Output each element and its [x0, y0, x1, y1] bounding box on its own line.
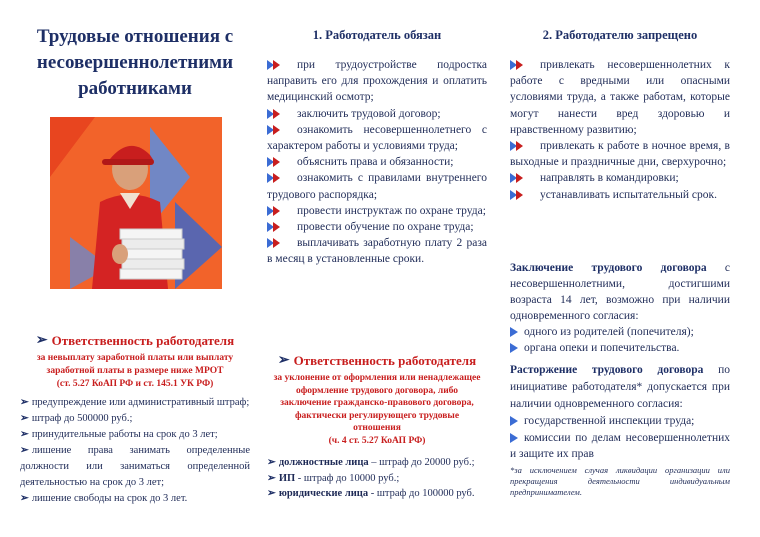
brochure-title — [20, 24, 250, 102]
chevron-right-icon: ➢ — [20, 429, 29, 440]
chevron-right-icon: ➢ — [20, 397, 29, 408]
responsibility-subtitle: за невыплату заработной платы или выплату заработной платы в размере ниже МРОТ (ст. 5.27 КоАП РФ и ст. 145.1 УК РФ) — [36, 353, 234, 389]
double-arrow-icon — [267, 59, 283, 69]
list-item: провести обучение по охране труда; — [267, 219, 487, 235]
double-arrow-icon — [267, 205, 283, 215]
list-item: одного из родителей (попечителя); — [510, 324, 730, 340]
list-item: привлекать несовершеннолетних к работе с вредными или опасными условиями труда, а также работам, которые могут нанести вред здоровью и нравственному развитию; — [510, 59, 730, 136]
list-item: органа опеки и попечительства. — [510, 340, 730, 356]
list-item: ➢ лишение свободы на срок до 3 лет. — [20, 493, 188, 504]
list-item: ознакомить с правилами внутреннего трудового распорядка; — [267, 172, 487, 201]
double-arrow-icon — [510, 59, 526, 69]
title-line: несовершеннолетними — [36, 52, 234, 73]
list-item: ➢ юридические лица - штраф до 100000 руб. — [267, 488, 475, 499]
fine-list — [267, 455, 487, 502]
list-item: заключить трудовой договор; — [267, 106, 487, 122]
check-arrow-icon: ➢ — [277, 353, 290, 368]
chevron-right-icon: ➢ — [267, 472, 276, 484]
list-item: устанавливать испытательный срок. — [510, 187, 730, 203]
employer-prohibitions-list — [510, 57, 730, 203]
double-arrow-icon — [267, 221, 283, 231]
double-arrow-icon — [510, 172, 526, 182]
list-item: ознакомить несовершеннолетнего с характером работы и условиями труда; — [267, 123, 487, 153]
triangle-bullet-icon — [510, 343, 518, 353]
list-item: ➢ принудительные работы на срок до 3 лет; — [20, 429, 218, 440]
chevron-right-icon: ➢ — [267, 488, 276, 499]
double-arrow-icon — [267, 237, 283, 247]
column-middle — [267, 0, 487, 537]
column-right — [510, 0, 730, 537]
list-item: выплачивать заработную плату 2 раза в месяц в установленные сроки. — [267, 237, 487, 266]
contract-responsibility-block — [267, 352, 487, 502]
consent-list — [510, 324, 730, 356]
column-left — [20, 0, 250, 537]
title-line: Трудовые отношения с — [36, 26, 234, 47]
double-arrow-icon — [267, 108, 283, 118]
termination-consent-list — [510, 413, 730, 463]
section-title: 1. Работодатель обязан — [312, 28, 442, 42]
teen-worker-photo — [50, 117, 222, 289]
contract-conclusion-text: Заключение трудового договора с несовершеннолетними, достигшими возраста 14 лет, возможно при наличии одновременного согласия: — [510, 262, 730, 322]
title-line: работниками — [78, 78, 192, 99]
list-item: направлять в командировки; — [510, 170, 730, 186]
double-arrow-icon — [267, 156, 283, 166]
list-item: привлекать к работе в ночное время, в выходные и праздничные дни, сверхурочно; — [510, 140, 730, 169]
check-arrow-icon: ➢ — [35, 333, 48, 348]
list-item: при трудоустройстве подростка направить его для прохождения и оплатить медицинский осмотр; — [267, 59, 487, 104]
double-arrow-icon — [510, 189, 526, 199]
footnote: *за исключением случая ликвидации организации или прекращения деятельности индивидуальным предпринимателем. — [510, 464, 730, 497]
chevron-right-icon: ➢ — [20, 445, 29, 456]
chevron-right-icon: ➢ — [267, 457, 276, 468]
double-arrow-icon — [267, 124, 283, 134]
penalty-list — [20, 395, 250, 507]
list-item: провести инструктаж по охране труда; — [267, 203, 487, 219]
double-arrow-icon — [267, 172, 283, 182]
double-arrow-icon — [510, 140, 526, 150]
chevron-right-icon: ➢ — [20, 413, 29, 424]
list-item: ➢ должностные лица – штраф до 20000 руб.; — [267, 457, 475, 468]
list-item: объяснить права и обязанности; — [267, 154, 487, 170]
section-title: 2. Работодателю запрещено — [542, 28, 698, 42]
list-item: ➢ штраф до 500000 руб.; — [20, 413, 133, 424]
triangle-bullet-icon — [510, 416, 518, 426]
contract-termination-block — [510, 362, 730, 498]
responsibility-heading: ➢ Ответственность работодателя — [277, 352, 477, 368]
contract-termination-text: Расторжение трудового договора по инициативе работодателя* допускается при наличии одновременного согласия: — [510, 364, 730, 410]
list-item: государственной инспекции труда; — [510, 413, 730, 430]
list-item: ➢ ИП - штраф до 10000 руб.; — [267, 472, 400, 484]
triangle-bullet-icon — [510, 433, 518, 443]
wage-responsibility-block — [20, 332, 250, 507]
contract-conclusion-block — [510, 260, 730, 356]
triangle-bullet-icon — [510, 327, 518, 337]
list-item: ➢ предупреждение или административный штраф; — [20, 397, 250, 408]
list-item: комиссии по делам несовершеннолетних и защите их прав — [510, 431, 730, 460]
employer-duties-list — [267, 57, 487, 268]
photo-illustration — [50, 117, 222, 289]
responsibility-subtitle: за уклонение от оформления или ненадлежащее оформление трудового договора, либо заключение гражданско-правового договора, фактически регулирующего трудовые отношения (ч. 4 ст. 5.27 КоАП РФ) — [273, 373, 481, 446]
chevron-right-icon: ➢ — [20, 493, 29, 504]
responsibility-heading: ➢ Ответственность работодателя — [35, 332, 235, 348]
list-item: ➢ лишение права занимать определенные должности или заниматься определенной деятельностью на срок до 3 лет; — [20, 445, 250, 488]
